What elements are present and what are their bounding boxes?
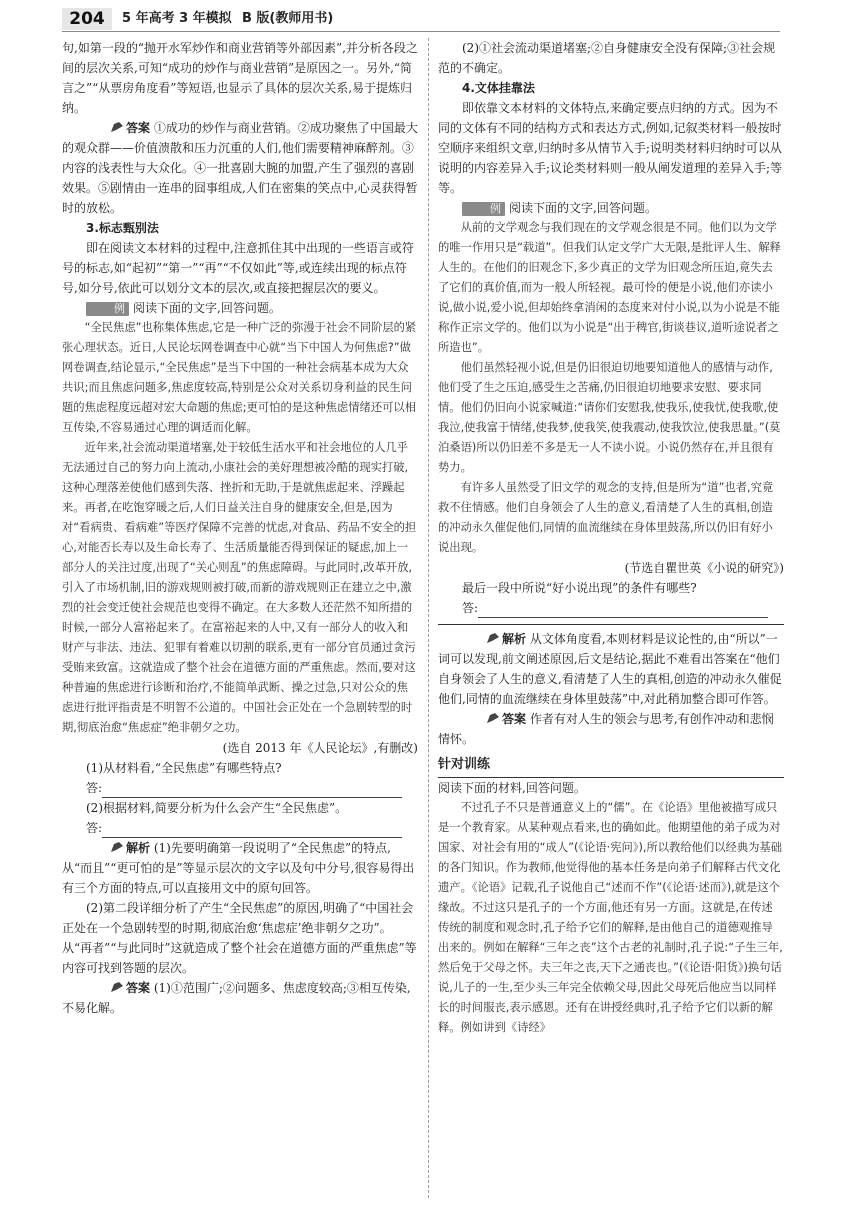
analysis-text: 从文体角度看,本则材料是议论性的,由“所以”一词可以发现,前文阐述原因,后文是结论,据此不难看出答案在“他们自身领会了人生的意义,看清楚了人生的真相,创造的冲动永久催促他们,同情的血流继续在身体里鼓荡”中,对此稍加整合即可作答。 — [438, 632, 782, 706]
example-prompt-line — [62, 298, 418, 318]
pen-icon — [486, 712, 500, 724]
answer-line-1: 答: — [62, 778, 418, 798]
question: 最后一段中所说“好小说出现”的条件有哪些? — [462, 581, 697, 595]
answer-block-2 — [62, 978, 418, 1018]
method-3-title: 3.标志甄别法 — [86, 221, 159, 235]
answer-input-line[interactable] — [102, 823, 402, 838]
question-2: (2)根据材料,简要分析为什么会产生“全民焦虑”。 — [86, 801, 348, 815]
example-tag: 例 — [462, 202, 505, 216]
intro-text: 句,如第一段的“抛开水军炒作和商业营销等外部因素”,并分析各段之间的层次关系,可知“成功的炒作与商业营销”是原因之一。另外,“简言之”“从票房角度看”等短语,也显示了具体的层次关系,易于提炼归纳。 — [62, 41, 418, 115]
answer-block — [438, 709, 784, 749]
method-4-text: 即依靠文本材料的文体特点,来确定要点归纳的方式。因为不同的文体有不同的结构方式和表达方式,例如,记叙类材料一般按时空顺序来组织文章,归纳时多从情节入手;说明类材料归纳时可以从说明的内容差异入手;议论类材料则一般从阐发道理的差异入手;等等。 — [438, 101, 783, 195]
answer-line-2: 答: — [62, 818, 418, 838]
answer-text: 作者有对人生的领会与思考,有创作冲动和悲悯情怀。 — [438, 712, 774, 746]
training-passage: 不过孔子不只是普通意义上的“儒”。在《论语》里他被描写成只是一个教育家。从某种观点看来,也的确如此。他期望他的弟子成为对国家、对社会有用的“成人”(《论语·宪问》),所以教给他们以经典为基础的各门知识。作为教师,他觉得他的基本任务是向弟子们解释古代文化遗产。《论语》记载,孔子说他自己“述而不作”(《论语·述而》),就是这个缘故。不过这只是孔子的一个方面,他还有另一方面。这就是,在传述传统的制度和观念时,孔子给予它们的解释,是由他自己的道德观推导出来的。例如在解释“三年之丧”这个古老的礼制时,孔子说:“子生三年,然后免于父母之怀。夫三年之丧,天下之通丧也。”(《论语·阳货》)换句话说,儿子的一生,至少头三年完全依赖父母,因此父母死后他应当以同样长的时间服丧,表示感恩。还有在讲授经典时,孔子给予它们以新的解释。例如讲到《诗经》 — [438, 801, 783, 1034]
analysis-text-2: (2)第二段详细分析了产生“全民焦虑”的原因,明确了“中国社会正处在一个急剧转型的时期,彻底治愈‘焦虑症’绝非朝夕之功”。从“再者”“与此同时”这就造成了整个社会在道德方面的严重焦虑”等内容可找到答题的层次。 — [62, 901, 417, 975]
analysis-block — [438, 629, 784, 709]
question-1: (1)从材料看,“全民焦虑”有哪些特点? — [86, 761, 282, 775]
answer-text: (1)①范围广;②问题多、焦虑度较高;③相互传染,不易化解。 — [62, 981, 411, 1015]
header-divider — [62, 31, 780, 32]
book-edition: B 版(教师用书) — [242, 11, 334, 26]
pen-icon — [110, 981, 124, 993]
page-number: 204 — [62, 8, 112, 30]
training-prompt: 阅读下面的材料,回答问题。 — [438, 781, 586, 795]
answer-text: ①成功的炒作与商业营销。②成功聚焦了中国最大的观众群——价值溃散和压力沉重的人们,他们需要精神麻醉剂。③内容的浅表性与大众化。④一批喜剧大腕的加盟,产生了强烈的喜剧效果。⑤剧情由一连串的囧事组成,人们在密集的笑点中,心灵获得暂时的放松。 — [62, 121, 418, 215]
answer-tag: 答案 — [86, 978, 150, 998]
analysis-text: (1)先要明确第一段说明了“全民焦虑”的特点,从“而且”“更可怕的是”等显示层次的文字以及句中分号,很容易得出有三个方面的特点,可以直接用文中的原句回答。 — [62, 841, 415, 895]
right-column — [438, 38, 784, 1038]
answer-block-1 — [62, 118, 418, 218]
example-prompt-line — [438, 198, 784, 218]
passage-paragraph: 从前的文学观念与我们现在的文学观念很是不同。他们以为文学的唯一作用只是“载道”。但我们认定文学广大无限,是批评人生、解释人生的。在他们的旧观念下,多少真正的文学为旧观念所压迫,竟失去了它们的真价值,而为一般人所轻视。最可怜的便是小说,他们亦读小说,做小说,爱小说,但却始终拿消闲的态度来对付小说,以为小说是不能称作正宗文学的。他们以为小说是“出于稗官,街谈巷议,道听途说者之所造也”。 — [438, 221, 781, 354]
pen-icon — [110, 121, 124, 133]
left-column — [62, 38, 418, 1018]
pen-icon — [110, 841, 124, 853]
section-divider — [438, 624, 784, 625]
example-prompt: 阅读下面的文字,回答问题。 — [509, 201, 657, 215]
book-title: 5 年高考 3 年模拟 — [122, 11, 232, 26]
answer-input-line[interactable] — [478, 603, 768, 618]
training-title: 针对训练 — [438, 755, 784, 778]
method-4-title: 4.文体挂靠法 — [462, 81, 535, 95]
answer-tag: 答案 — [86, 118, 150, 138]
method-3-text: 即在阅读文本材料的过程中,注意抓住其中出现的一些语言或符号的标志,如“起初”“第一”“再”“不仅如此”等,或连续出现的标点符号,如分号,依此可以划分文本的层次,或直接把握层次的要义。 — [62, 241, 414, 295]
answer-tag: 答案 — [462, 709, 526, 729]
analysis-block — [62, 838, 418, 898]
analysis-tag: 解析 — [462, 629, 526, 649]
answer-continuation: (2)①社会流动渠道堵塞;②自身健康安全没有保障;③社会规范的不确定。 — [438, 41, 776, 75]
column-divider — [428, 38, 429, 1198]
passage-paragraph: 他们虽然轻视小说,但是仍旧很迫切地要知道他人的感情与动作,他们受了生之压迫,感受生之苦痛,仍旧很迫切地要求安慰、要求同情。他们仍旧向小说家喊道:“请你们安慰我,使我乐,使我忧,使我歌,使我泣,使我富于情绪,使我梦,使我笑,使我震动,使我饮泣,使我思量。”(莫泊桑语)所以仍旧差不多是无一人不读小说。小说仍然存在,并且很有势力。 — [438, 361, 781, 474]
answer-input-line[interactable] — [102, 783, 402, 798]
example-tag: 例 — [86, 302, 129, 316]
passage-paragraph: 近年来,社会流动渠道堵塞,处于较低生活水平和社会地位的人几乎无法通过自己的努力向上流动,小康社会的美好理想被冷酷的现实打破,这种心理落差使他们感到失落、挫折和无助,于是就焦虑起来、浮躁起来。再者,在吃饱穿暖之后,人们日益关注自身的健康安全,但是,因为对“看病贵、看病难”等医疗保障不完善的忧虑,对食品、药品不安全的担心,对能否长寿以及生命长寿了、生活质量能否得到保证的疑虑,加上一部分人的关注过度,出现了“关心则乱”的焦虑障碍。与此同时,改革开放,引入了市场机制,旧的游戏规则被打破,而新的游戏规则正在建立之中,激烈的社会变迁使社会规范也变得不确定。在大多数人还茫然不知所措的时候,一部分人富裕起来了。在富裕起来的人中,又有一部分人的收入和财产与非法、违法、犯罪有着难以切割的联系,更有一部分官员通过贪污受贿来致富。这就造成了整个社会在道德方面的严重焦虑。然而,要对这种普遍的焦虑进行诊断和治疗,不能简单武断、操之过急,只对公众的焦虑进行批评指责是不明智不公道的。中国社会正处在一个急剧转型的时期,彻底治愈“焦虑症”绝非朝夕之功。 — [62, 441, 417, 734]
pen-icon — [486, 632, 500, 644]
example-prompt: 阅读下面的文字,回答问题。 — [133, 301, 281, 315]
analysis-tag: 解析 — [86, 838, 150, 858]
passage-source: (选自 2013 年《人民论坛》,有删改) — [222, 741, 418, 755]
page-header — [62, 8, 822, 30]
answer-line: 答: — [438, 598, 784, 618]
passage-paragraph: 有许多人虽然受了旧文学的观念的支持,但是所为“道”也者,究竟救不住情感。他们自身领会了人生的意义,看清楚了人生的真相,创造的冲动永久催促他们,同情的血流继续在身体里鼓荡,所以仍旧有好小说出现。 — [438, 481, 774, 554]
passage-paragraph: “全民焦虑”也称集体焦虑,它是一种广泛的弥漫于社会不同阶层的紧张心理状态。近日,人民论坛网卷调查中心就“当下中国人为何焦虑?”做网卷调查,结论显示,“全民焦虑”是当下中国的一种社会病基本成为大众共识;而且焦虑问题多,焦虑度较高,特别是公众对关系切身利益的民生问题的焦虑程度远超对宏大命题的焦虑;更可怕的是这种焦虑情绪还可以相互传染,不容易通过心理的调适而化解。 — [62, 321, 417, 434]
passage-source: (节选自瞿世英《小说的研究》) — [624, 561, 784, 575]
